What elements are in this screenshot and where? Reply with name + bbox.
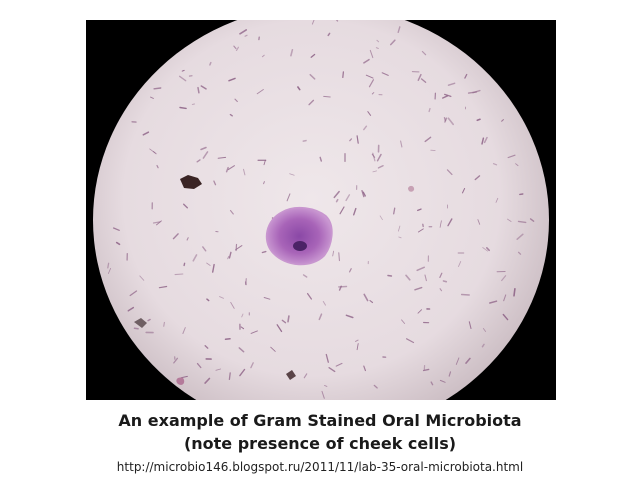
bacterium: [245, 35, 247, 36]
micrograph-image: [86, 20, 556, 400]
microscope-field: [93, 20, 549, 400]
bacterium: [445, 118, 446, 121]
bacterium: [444, 281, 447, 282]
bacterium: [246, 279, 247, 284]
bacterium: [288, 316, 289, 322]
bacterium: [182, 70, 184, 71]
source-url: http://microbio146.blogspot.ru/2011/11/lab-35-oral-microbiota.html: [116, 460, 524, 474]
bacterium: [337, 200, 338, 202]
bacterium: [477, 119, 480, 120]
bacterium: [148, 320, 150, 321]
bacterium: [198, 88, 199, 93]
cheek-cell: [267, 208, 332, 265]
bacterium: [226, 339, 231, 340]
bacterium: [135, 328, 139, 329]
bacterium: [262, 252, 265, 253]
bacterium: [429, 109, 430, 112]
bacterium: [154, 88, 161, 89]
bacterium: [519, 221, 526, 222]
bacterium: [324, 96, 331, 97]
bacterium: [462, 295, 470, 296]
bacterium: [514, 289, 515, 296]
caption-title: An example of Gram Stained Oral Microbiota: [118, 411, 522, 430]
cell-nucleus: [293, 241, 307, 251]
bacterium: [108, 263, 109, 268]
bacterium: [175, 274, 183, 275]
bacterium: [229, 373, 230, 380]
bacterium: [339, 253, 340, 261]
bacterium: [184, 263, 185, 265]
bacterium: [180, 108, 186, 109]
bacterium: [343, 72, 344, 78]
bacterium: [388, 276, 391, 277]
bacterium: [303, 141, 306, 142]
bacterium: [210, 63, 211, 65]
bacterium: [164, 322, 165, 326]
bacterium: [230, 115, 232, 116]
caption-subtitle: (note presence of cheek cells): [183, 434, 457, 453]
